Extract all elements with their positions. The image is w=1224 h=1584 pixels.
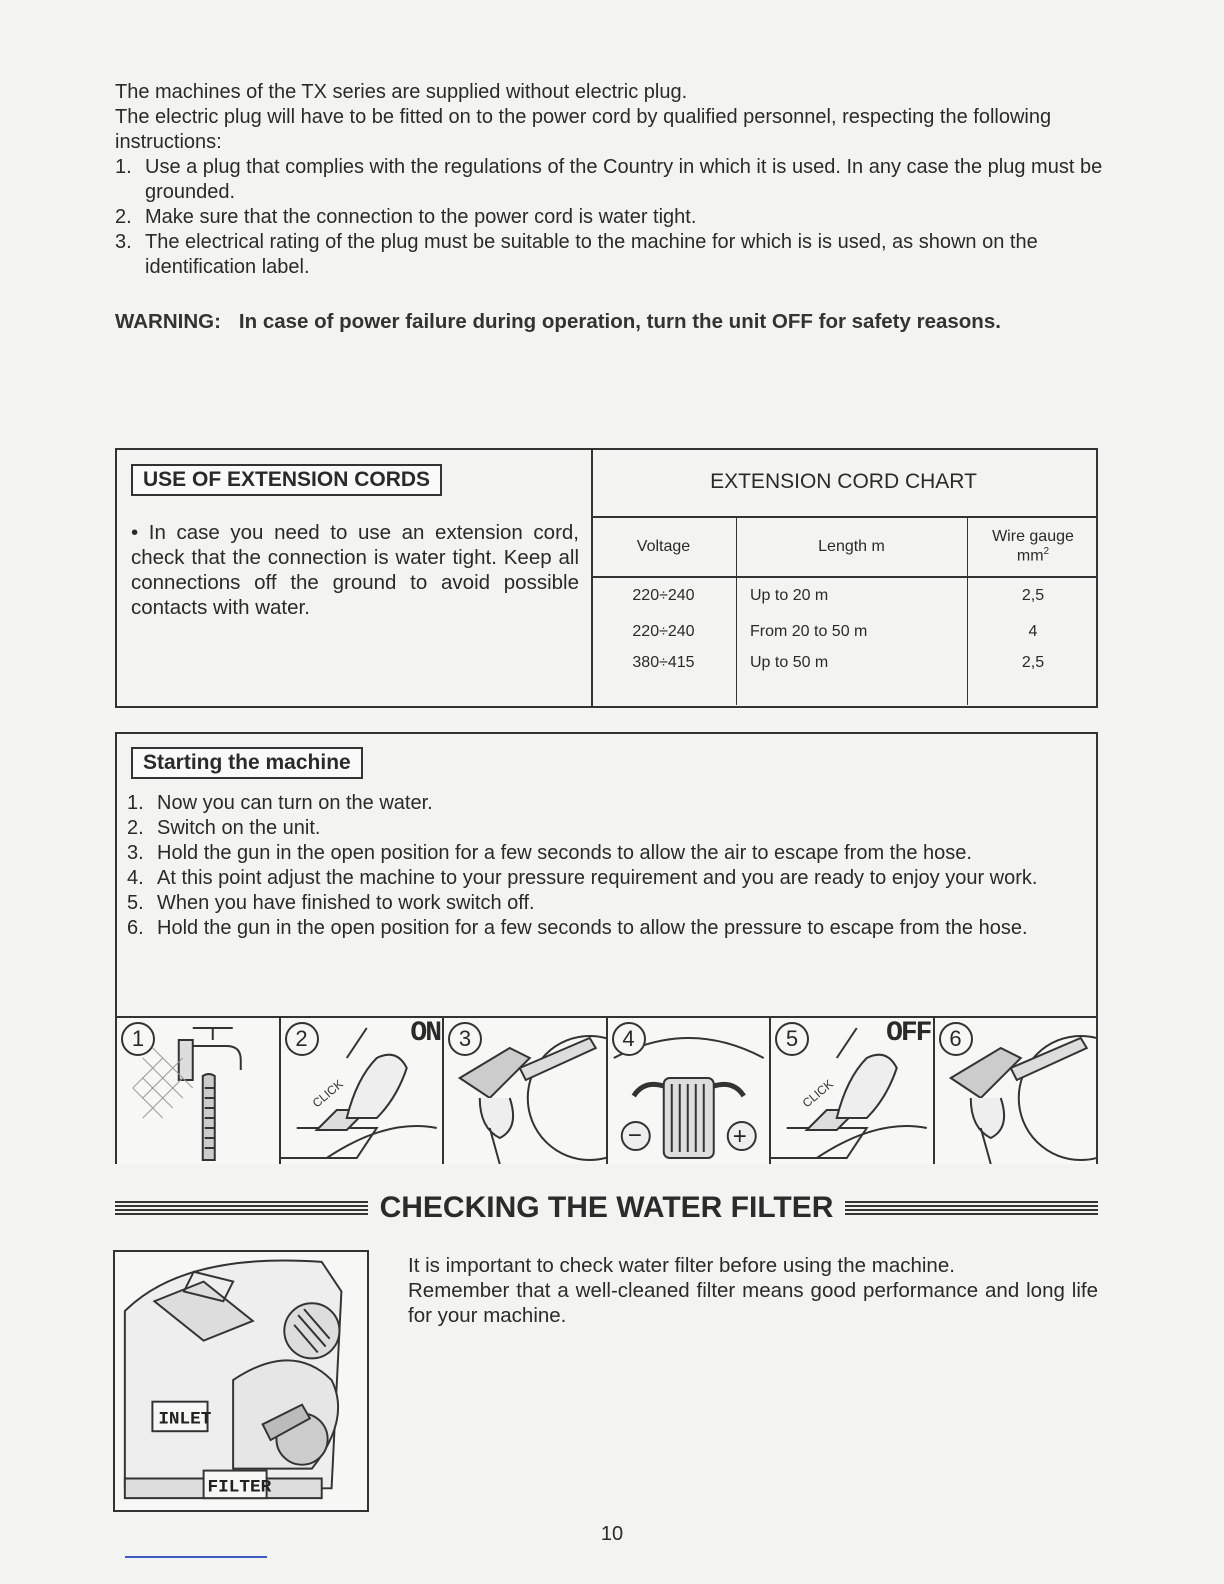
list-item: 2. Make sure that the connection to the power cord is water tight. [115, 206, 697, 228]
svg-text:CLICK: CLICK [799, 1076, 836, 1111]
extension-cords-box [115, 448, 1098, 708]
table-row [591, 614, 1098, 650]
chart-title: EXTENSION CORD CHART [710, 470, 977, 493]
header-voltage: Voltage [591, 517, 737, 577]
illustration-switch-off [771, 1018, 935, 1164]
step-number-6: 6 [939, 1022, 973, 1056]
header-length: Length m [737, 517, 968, 577]
filter-line-1: It is important to check water filter before using the machine. [408, 1254, 955, 1277]
intro-line-1: The machines of the TX series are supplied without electric plug. [115, 81, 688, 103]
filter-label: FILTER [207, 1477, 272, 1498]
heading-rule-left [115, 1201, 368, 1215]
illustration-water-tap [117, 1018, 281, 1164]
intro-line-2: The electric plug will have to be fitted on to the power cord by qualified personnel, respecting the following instructions: [115, 106, 1052, 153]
water-filter-text [408, 1253, 1098, 1328]
list-item: 1. Use a plug that complies with the regulations of the Country in which it is used. In any case the plug must be grounded. [115, 156, 1103, 203]
illustration-pressure-knob [608, 1018, 772, 1164]
cell-gauge: 2,5 [1021, 654, 1045, 671]
heading-rule-right [845, 1201, 1098, 1215]
list-item: 1. Now you can turn on the water. [127, 792, 433, 814]
starting-machine-box [115, 732, 1098, 1164]
illustration-gun-open [444, 1018, 608, 1164]
section-title: CHECKING THE WATER FILTER [379, 1191, 834, 1224]
table-row [591, 650, 1098, 705]
illustration-switch-on [281, 1018, 445, 1164]
svg-text:CLICK: CLICK [309, 1076, 346, 1111]
cell-voltage: 220÷240 [591, 577, 737, 614]
cell-voltage: 220÷240 [591, 614, 737, 650]
step-number-1: 1 [121, 1022, 155, 1056]
list-item: 6. Hold the gun in the open position for a few seconds to allow the pressure to escape from the hose. [127, 917, 1028, 939]
list-item: 4. At this point adjust the machine to your pressure requirement and you are ready to enjoy your work. [127, 867, 1038, 889]
step-illustrations [117, 1016, 1096, 1164]
extension-cords-panel [117, 450, 593, 706]
off-label: OFF [886, 1018, 931, 1049]
table-header-row [591, 517, 1098, 577]
extension-cord-table [591, 516, 1098, 705]
page-number: 10 [600, 1523, 624, 1545]
cell-gauge: 4 [1028, 623, 1038, 640]
list-item: 2. Switch on the unit. [127, 817, 321, 839]
list-item: 5. When you have finished to work switch off. [127, 892, 535, 914]
cell-gauge: 2,5 [1021, 587, 1045, 604]
step-number-2: 2 [285, 1022, 319, 1056]
plus-icon: + [732, 1123, 747, 1150]
cell-length: Up to 20 m [737, 577, 968, 614]
starting-steps-list [127, 791, 1087, 941]
filter-line-2: Remember that a well-cleaned filter means good performance and long life for your machine. [408, 1279, 1098, 1327]
cell-length: From 20 to 50 m [737, 614, 968, 650]
footer-rule [125, 1556, 267, 1558]
plug-rules-list [115, 155, 1105, 280]
water-filter-illustration [113, 1250, 369, 1512]
warning-notice [115, 310, 1115, 334]
list-item: 3. The electrical rating of the plug must be suitable to the machine for which is is used, as shown on the identification label. [115, 231, 1038, 278]
step-number-4: 4 [612, 1022, 646, 1056]
step-number-5: 5 [775, 1022, 809, 1056]
extension-cords-text: • In case you need to use an extension cord, check that the connection is water tight. Keep all connections off the ground to avoid possible contacts with water. [131, 521, 579, 619]
on-label: ON [410, 1018, 440, 1049]
inlet-label: INLET [158, 1409, 212, 1430]
list-item: 3. Hold the gun in the open position for a few seconds to allow the air to escape from the hose. [127, 842, 972, 864]
extension-cords-title: USE OF EXTENSION CORDS [131, 464, 442, 496]
cell-length: Up to 50 m [737, 650, 968, 705]
minus-icon: − [627, 1122, 642, 1149]
illustration-gun-release [935, 1018, 1097, 1164]
water-filter-heading [115, 1188, 1098, 1228]
starting-machine-title: Starting the machine [131, 747, 363, 779]
machine-filter-icon [115, 1252, 367, 1510]
table-row [591, 577, 1098, 614]
step-number-3: 3 [448, 1022, 482, 1056]
warning-text: In case of power failure during operation, turn the unit OFF for safety reasons. [238, 310, 1001, 333]
warning-label: WARNING: [115, 310, 221, 333]
extension-cord-chart [591, 450, 1096, 706]
cell-voltage: 380÷415 [591, 650, 737, 705]
intro-section [115, 80, 1105, 280]
header-wire-gauge: Wire gauge $mm^2$ [968, 517, 1099, 577]
